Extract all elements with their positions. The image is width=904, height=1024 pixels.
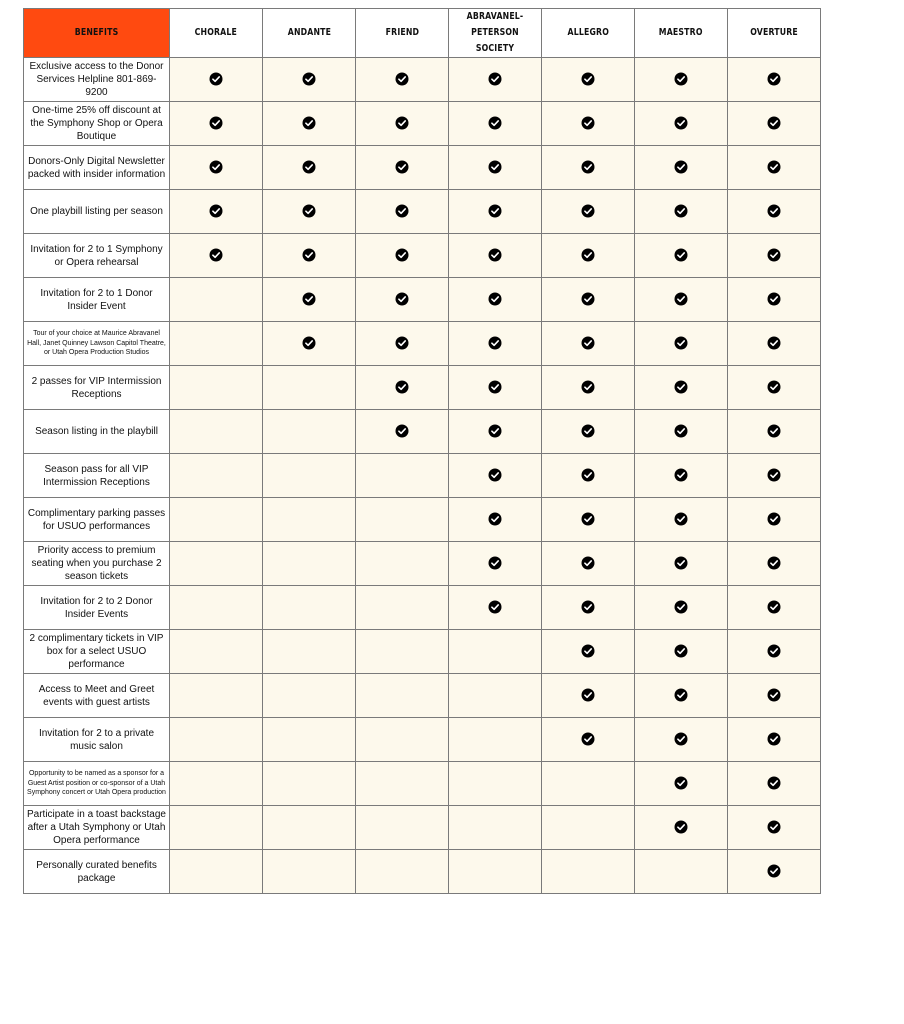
check-circle-icon (767, 72, 781, 86)
tier-cell (449, 630, 542, 674)
tier-cell (542, 146, 635, 190)
tier-cell (728, 498, 821, 542)
benefit-label: One-time 25% off discount at the Symphony Shop or Opera Boutique (24, 102, 170, 146)
tier-cell (263, 146, 356, 190)
check-circle-icon (488, 512, 502, 526)
tier-cell (356, 146, 449, 190)
tier-cell (635, 674, 728, 718)
tier-cell (635, 190, 728, 234)
tier-cell (263, 454, 356, 498)
check-circle-icon (674, 688, 688, 702)
tier-cell (635, 410, 728, 454)
tier-cell (263, 718, 356, 762)
table-row (24, 806, 821, 850)
tier-cell (635, 102, 728, 146)
tier-cell (170, 454, 263, 498)
check-circle-icon (674, 292, 688, 306)
tier-header-overture: OVERTURE (728, 9, 821, 58)
tier-cell (635, 806, 728, 850)
tier-cell (170, 586, 263, 630)
tier-cell (449, 718, 542, 762)
tier-cell (542, 278, 635, 322)
tier-cell (356, 234, 449, 278)
tier-header-maestro: MAESTRO (635, 9, 728, 58)
tier-cell (542, 586, 635, 630)
check-circle-icon (395, 116, 409, 130)
tier-cell (635, 366, 728, 410)
table-row (24, 58, 821, 102)
check-circle-icon (767, 688, 781, 702)
tier-cell (635, 586, 728, 630)
tier-cell (635, 322, 728, 366)
check-circle-icon (395, 380, 409, 394)
tier-cell (635, 630, 728, 674)
check-circle-icon (767, 116, 781, 130)
tier-cell (542, 454, 635, 498)
header-row (24, 9, 821, 58)
check-circle-icon (674, 248, 688, 262)
tier-cell (170, 278, 263, 322)
table-row (24, 366, 821, 410)
tier-cell (635, 762, 728, 806)
tier-cell (170, 542, 263, 586)
benefit-label: 2 complimentary tickets in VIP box for a select USUO performance (24, 630, 170, 674)
tier-cell (263, 542, 356, 586)
table-row (24, 674, 821, 718)
tier-cell (263, 630, 356, 674)
benefit-label: Season listing in the playbill (24, 410, 170, 454)
tier-cell (542, 102, 635, 146)
check-circle-icon (395, 336, 409, 350)
table-row (24, 102, 821, 146)
check-circle-icon (488, 116, 502, 130)
table-row (24, 850, 821, 894)
tier-header-allegro: ALLEGRO (542, 9, 635, 58)
tier-cell (356, 630, 449, 674)
tier-cell (356, 498, 449, 542)
check-circle-icon (767, 468, 781, 482)
check-circle-icon (674, 776, 688, 790)
check-circle-icon (581, 732, 595, 746)
check-circle-icon (209, 116, 223, 130)
tier-cell (542, 806, 635, 850)
check-circle-icon (209, 248, 223, 262)
table-row (24, 718, 821, 762)
table-row (24, 278, 821, 322)
table-row (24, 542, 821, 586)
tier-cell (635, 454, 728, 498)
benefit-label: Priority access to premium seating when you purchase 2 season tickets (24, 542, 170, 586)
tier-cell (542, 762, 635, 806)
tier-cell (635, 278, 728, 322)
tier-cell (542, 366, 635, 410)
check-circle-icon (674, 600, 688, 614)
check-circle-icon (395, 292, 409, 306)
benefit-label: Complimentary parking passes for USUO performances (24, 498, 170, 542)
check-circle-icon (395, 72, 409, 86)
tier-cell (635, 718, 728, 762)
tier-cell (542, 850, 635, 894)
tier-cell (170, 498, 263, 542)
tier-cell (356, 322, 449, 366)
tier-cell (449, 806, 542, 850)
check-circle-icon (581, 248, 595, 262)
check-circle-icon (674, 380, 688, 394)
check-circle-icon (488, 600, 502, 614)
check-circle-icon (395, 424, 409, 438)
tier-cell (170, 146, 263, 190)
table-row (24, 322, 821, 366)
check-circle-icon (674, 336, 688, 350)
tier-header-chorale: CHORALE (170, 9, 263, 58)
tier-cell (449, 58, 542, 102)
tier-cell (449, 850, 542, 894)
tier-cell (263, 102, 356, 146)
benefit-label: One playbill listing per season (24, 190, 170, 234)
tier-cell (728, 190, 821, 234)
check-circle-icon (581, 424, 595, 438)
check-circle-icon (302, 160, 316, 174)
check-circle-icon (581, 468, 595, 482)
tier-cell (356, 278, 449, 322)
check-circle-icon (674, 204, 688, 218)
tier-cell (263, 366, 356, 410)
check-circle-icon (767, 336, 781, 350)
check-circle-icon (581, 336, 595, 350)
tier-cell (728, 366, 821, 410)
tier-cell (728, 542, 821, 586)
check-circle-icon (674, 820, 688, 834)
check-circle-icon (302, 248, 316, 262)
benefit-label: Invitation for 2 to 1 Donor Insider Event (24, 278, 170, 322)
check-circle-icon (488, 292, 502, 306)
check-circle-icon (302, 292, 316, 306)
tier-cell (728, 58, 821, 102)
check-circle-icon (674, 424, 688, 438)
check-circle-icon (581, 600, 595, 614)
tier-cell (542, 410, 635, 454)
tier-cell (356, 850, 449, 894)
check-circle-icon (767, 644, 781, 658)
tier-cell (728, 586, 821, 630)
check-circle-icon (488, 468, 502, 482)
tier-cell (356, 410, 449, 454)
tier-cell (356, 718, 449, 762)
check-circle-icon (767, 292, 781, 306)
tier-cell (728, 234, 821, 278)
tier-cell (635, 850, 728, 894)
check-circle-icon (581, 292, 595, 306)
tier-cell (263, 806, 356, 850)
tier-header-andante: ANDANTE (263, 9, 356, 58)
benefit-label: Tour of your choice at Maurice Abravanel Hall, Janet Quinney Lawson Capitol Theatre, or Utah Opera Production Studios (24, 322, 170, 366)
tier-cell (449, 366, 542, 410)
check-circle-icon (767, 380, 781, 394)
check-circle-icon (488, 380, 502, 394)
check-circle-icon (395, 204, 409, 218)
tier-cell (449, 454, 542, 498)
check-circle-icon (395, 160, 409, 174)
tier-cell (542, 322, 635, 366)
table-row (24, 234, 821, 278)
benefit-label: Exclusive access to the Donor Services Helpline 801-869-9200 (24, 58, 170, 102)
tier-cell (542, 718, 635, 762)
check-circle-icon (767, 864, 781, 878)
tier-cell (170, 410, 263, 454)
check-circle-icon (767, 512, 781, 526)
tier-header-friend: FRIEND (356, 9, 449, 58)
check-circle-icon (581, 204, 595, 218)
tier-cell (263, 850, 356, 894)
check-circle-icon (767, 820, 781, 834)
tier-cell (542, 58, 635, 102)
tier-cell (263, 586, 356, 630)
tier-cell (728, 278, 821, 322)
check-circle-icon (395, 248, 409, 262)
tier-cell (170, 762, 263, 806)
tier-cell (449, 146, 542, 190)
tier-cell (635, 146, 728, 190)
tier-cell (728, 850, 821, 894)
check-circle-icon (767, 248, 781, 262)
benefit-label: Invitation for 2 to a private music salon (24, 718, 170, 762)
tier-cell (170, 190, 263, 234)
tier-cell (356, 102, 449, 146)
check-circle-icon (488, 336, 502, 350)
tier-cell (635, 58, 728, 102)
tier-cell (728, 410, 821, 454)
check-circle-icon (488, 204, 502, 218)
tier-cell (449, 586, 542, 630)
check-circle-icon (302, 72, 316, 86)
table-row (24, 498, 821, 542)
check-circle-icon (767, 600, 781, 614)
check-circle-icon (581, 512, 595, 526)
table-row (24, 190, 821, 234)
tier-cell (170, 234, 263, 278)
table-row (24, 630, 821, 674)
tier-cell (449, 542, 542, 586)
tier-cell (728, 146, 821, 190)
tier-cell (449, 322, 542, 366)
tier-cell (356, 674, 449, 718)
check-circle-icon (488, 72, 502, 86)
check-circle-icon (674, 556, 688, 570)
check-circle-icon (767, 556, 781, 570)
tier-cell (449, 410, 542, 454)
check-circle-icon (488, 556, 502, 570)
check-circle-icon (209, 160, 223, 174)
check-circle-icon (767, 160, 781, 174)
check-circle-icon (674, 732, 688, 746)
tier-cell (635, 542, 728, 586)
check-circle-icon (581, 72, 595, 86)
benefit-label: Invitation for 2 to 1 Symphony or Opera rehearsal (24, 234, 170, 278)
tier-cell (263, 234, 356, 278)
benefit-label: Donors-Only Digital Newsletter packed with insider information (24, 146, 170, 190)
tier-cell (263, 674, 356, 718)
tier-cell (728, 806, 821, 850)
benefit-label: Season pass for all VIP Intermission Receptions (24, 454, 170, 498)
tier-cell (449, 278, 542, 322)
benefit-label: 2 passes for VIP Intermission Receptions (24, 366, 170, 410)
check-circle-icon (581, 644, 595, 658)
tier-cell (263, 58, 356, 102)
tier-header-abravanel-peterson-society: ABRAVANEL-PETERSON SOCIETY (449, 9, 542, 58)
benefits-comparison-table (23, 8, 821, 894)
tier-cell (449, 762, 542, 806)
tier-cell (356, 366, 449, 410)
tier-cell (542, 498, 635, 542)
tier-cell (728, 102, 821, 146)
tier-cell (170, 322, 263, 366)
tier-cell (170, 102, 263, 146)
check-circle-icon (767, 776, 781, 790)
check-circle-icon (674, 160, 688, 174)
check-circle-icon (767, 732, 781, 746)
check-circle-icon (488, 160, 502, 174)
tier-cell (542, 190, 635, 234)
check-circle-icon (581, 556, 595, 570)
check-circle-icon (302, 204, 316, 218)
tier-cell (170, 806, 263, 850)
tier-cell (263, 410, 356, 454)
tier-cell (170, 630, 263, 674)
tier-cell (728, 630, 821, 674)
benefit-label: Access to Meet and Greet events with guest artists (24, 674, 170, 718)
tier-cell (356, 806, 449, 850)
tier-cell (263, 278, 356, 322)
tier-cell (170, 674, 263, 718)
tier-cell (542, 542, 635, 586)
check-circle-icon (581, 116, 595, 130)
check-circle-icon (302, 116, 316, 130)
check-circle-icon (674, 512, 688, 526)
tier-cell (449, 234, 542, 278)
tier-cell (356, 586, 449, 630)
table-row (24, 762, 821, 806)
benefits-column-header: BENEFITS (24, 9, 170, 58)
tier-cell (356, 542, 449, 586)
table-row (24, 586, 821, 630)
tier-cell (356, 454, 449, 498)
tier-cell (449, 190, 542, 234)
check-circle-icon (674, 468, 688, 482)
tier-cell (542, 234, 635, 278)
tier-cell (170, 850, 263, 894)
tier-cell (356, 762, 449, 806)
benefit-label: Opportunity to be named as a sponsor for a Guest Artist position or co-sponsor of a Utah Symphony concert or Utah Opera production (24, 762, 170, 806)
tier-cell (635, 234, 728, 278)
tier-cell (263, 190, 356, 234)
tier-cell (449, 498, 542, 542)
tier-cell (542, 630, 635, 674)
check-circle-icon (209, 204, 223, 218)
benefit-label: Participate in a toast backstage after a Utah Symphony or Utah Opera performance (24, 806, 170, 850)
check-circle-icon (674, 116, 688, 130)
check-circle-icon (581, 380, 595, 394)
tier-cell (449, 674, 542, 718)
tier-cell (728, 718, 821, 762)
check-circle-icon (488, 424, 502, 438)
tier-cell (542, 674, 635, 718)
tier-cell (356, 190, 449, 234)
tier-cell (728, 762, 821, 806)
tier-cell (263, 762, 356, 806)
tier-cell (728, 322, 821, 366)
table-row (24, 454, 821, 498)
tier-cell (635, 498, 728, 542)
tier-cell (449, 102, 542, 146)
benefit-label: Personally curated benefits package (24, 850, 170, 894)
check-circle-icon (209, 72, 223, 86)
check-circle-icon (674, 644, 688, 658)
table-row (24, 146, 821, 190)
table-row (24, 410, 821, 454)
benefit-label: Invitation for 2 to 2 Donor Insider Events (24, 586, 170, 630)
check-circle-icon (488, 248, 502, 262)
tier-cell (170, 718, 263, 762)
tier-cell (170, 58, 263, 102)
tier-cell (170, 366, 263, 410)
tier-cell (728, 454, 821, 498)
benefits-table-body (24, 58, 821, 894)
tier-cell (356, 58, 449, 102)
check-circle-icon (674, 72, 688, 86)
tier-cell (263, 322, 356, 366)
tier-cell (263, 498, 356, 542)
check-circle-icon (767, 424, 781, 438)
check-circle-icon (767, 204, 781, 218)
check-circle-icon (302, 336, 316, 350)
tier-cell (728, 674, 821, 718)
check-circle-icon (581, 160, 595, 174)
check-circle-icon (581, 688, 595, 702)
